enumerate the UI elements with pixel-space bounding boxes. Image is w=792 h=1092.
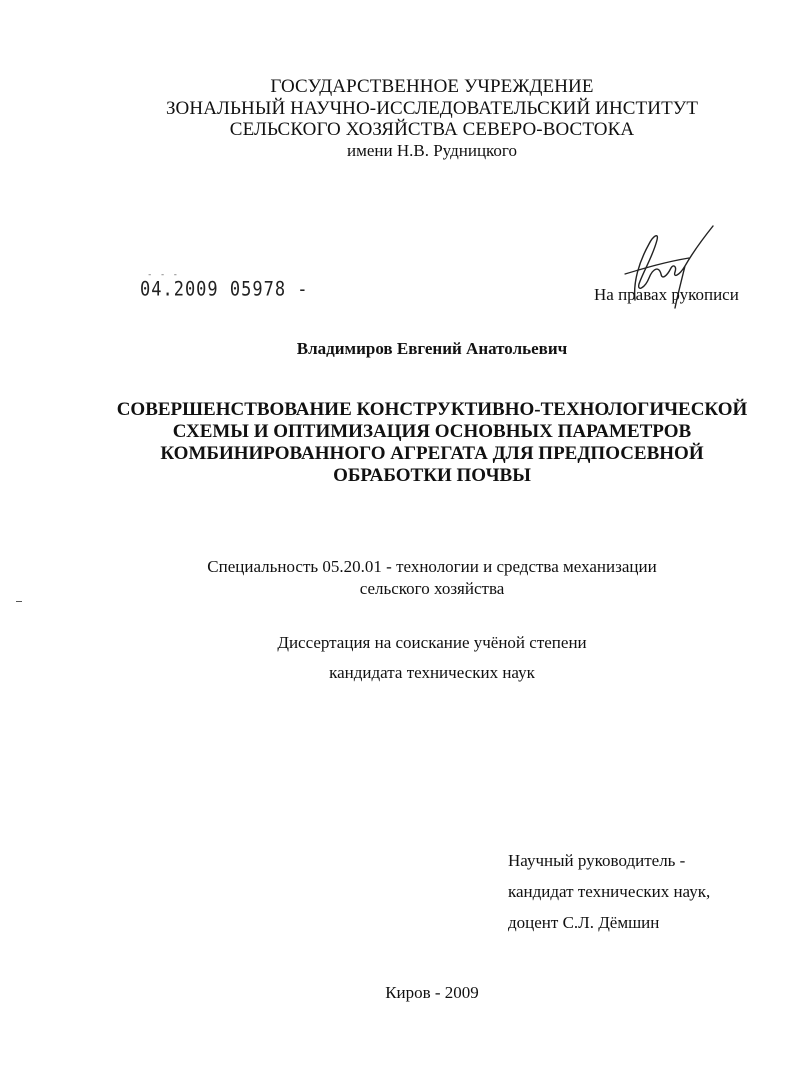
- institution-line-1: ГОСУДАРСТВЕННОЕ УЧРЕЖДЕНИЕ: [270, 76, 594, 97]
- specialty-line-2: сельского хозяйства: [359, 579, 505, 598]
- degree-line-1: Диссертация на соискание учёной степени: [277, 633, 587, 652]
- stamp-mark: - - -: [147, 270, 180, 280]
- institution-line-4: имени Н.В. Рудницкого: [347, 141, 517, 160]
- title-line-2: СХЕМЫ И ОПТИМИЗАЦИЯ ОСНОВНЫХ ПАРАМЕТРОВ: [172, 421, 692, 442]
- specialty-line-1: Специальность 05.20.01 - технологии и средства механизации: [207, 557, 657, 576]
- margin-mark: [16, 601, 22, 602]
- institution-line-2: ЗОНАЛЬНЫЙ НАУЧНО-ИССЛЕДОВАТЕЛЬСКИЙ ИНСТИТУТ: [165, 98, 699, 119]
- advisor-line-2: кандидат технических наук,: [508, 882, 711, 901]
- degree-line-2: кандидата технических наук: [329, 663, 535, 682]
- advisor-line-3: доцент С.Л. Дёмшин: [508, 913, 660, 932]
- title-line-3: КОМБИНИРОВАННОГО АГРЕГАТА ДЛЯ ПРЕДПОСЕВНОЙ: [160, 443, 704, 464]
- title-line-1: СОВЕРШЕНСТВОВАНИЕ КОНСТРУКТИВНО-ТЕХНОЛОГИЧЕСКОЙ: [116, 399, 748, 420]
- author-name: Владимиров Евгений Анатольевич: [296, 339, 568, 358]
- registration-number: 04.2009 05978 -: [140, 278, 309, 301]
- rights-notice: На правах рукописи: [594, 285, 739, 304]
- title-line-4: ОБРАБОТКИ ПОЧВЫ: [333, 465, 531, 486]
- institution-line-3: СЕЛЬСКОГО ХОЗЯЙСТВА СЕВЕРО-ВОСТОКА: [229, 119, 635, 140]
- place-year: Киров - 2009: [385, 983, 479, 1002]
- advisor-line-1: Научный руководитель -: [508, 851, 686, 870]
